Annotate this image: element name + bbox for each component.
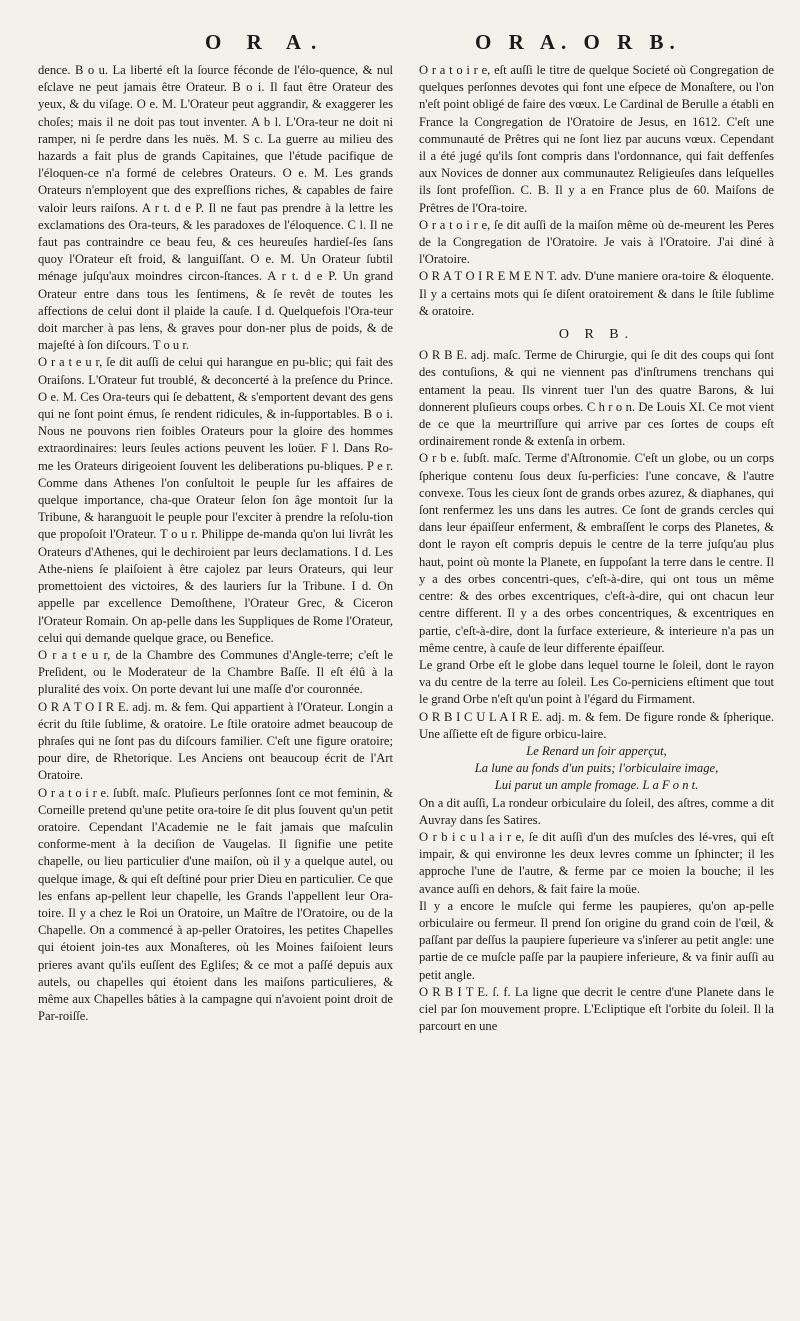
entry: O R A T O I R E. adj. m. & fem. Qui appartient à l'Orateur. Longin a écrit du ſtile ſublime, & oratoire. Le ſtile oratoire admet beaucoup de phraſes qui ne ſont pas du diſcours familier. C'eſt une figure oratoire; pour dire, de Rhetorique. Les Anciens ont beaucoup écrit de l'Art Oratoire. (38, 699, 393, 783)
entry: O r a t e u r, ſe dit auſſi de celui qui harangue en pu-blic; qui fait des Oraiſons. L'Orateur fut troublé, & deconcerté à la preſence du Prince. O e. M. Ces Ora-teurs qui ſe debattent, & s'emportent devant des gens qui ne ſont point émus, ſe rendent ridicules, & in-ſupportables. B o i. Nous ne pouvons rien foibles Orateurs pour la gloire des hommes extraordinaires: leurs ſeules actions peuvent les loüer. F l. Dans Ro-me les Orateurs dirigeoient ſouvent les deliberations pu-bliques. P e r. Comme dans Athenes l'on conſultoit le peuple ſur les affaires de quelque importance, cha-que Orateur ſelon ſon âge montoit ſur la Tribune, & haranguoit le peuple pour l'exciter à prendre la reſolu-tion que propoſoit l'Orateur. T o u r. Philippe de-manda qu'on lui livrât les Orateurs d'Athenes, qui le dechiroient par leurs declamations. I d. Les Athe-niens ſe plaiſoient à être cajolez par leurs Orateurs, qui leur promettoient des victoires, & des lauriers ſur la Tribune. I d. On appelle par excellence Demoſthene, l'Orateur Grec, & Ciceron l'Orateur Romain. On ap-pelle dans les Suppliques de Rome l'Orateur, celui qui demande quelque grace, ou Benefice. (38, 355, 393, 645)
verse-line: Lui parut un ample fromage. L a F o n t. (494, 778, 699, 793)
section-heading: O R B. (558, 327, 635, 343)
entry: O R A T O I R E M E N T. adv. D'une maniere ora-toire & éloquente. Il y a certains mots qui ſe diſent oratoirement & dans le ſtile ſublime & oratoire. (419, 269, 774, 318)
entry: O R B I C U L A I R E. adj. m. & fem. De figure ronde & ſpherique. Une aſſiette eſt de figure orbicu-laire. (419, 709, 774, 741)
entry: O R B E. adj. maſc. Terme de Chirurgie, qui ſe dit des coups qui ſont des contuſions, & qui ne viennent pas d'inſtrumens trenchans qui entament la peau. Ils vinrent tuer l'un des quatre Barons, & lui donnerent pluſieurs coups orbes. C h r o n. De Louis XI. Ce mot vient de ce que la meurtriſſure qui arrive par ces ſortes de coups eſt ordinairement ronde & extenſa in orbem. (419, 348, 774, 449)
entry: O r b i c u l a i r e, ſe dit auſſi d'un des muſcles des lé-vres, qui eſt impair, & qui environne les deux levres comme un ſphincter; il les approche l'une de l'autre, & ferme par ce moien la bouche; il les avance auſſi en dehors, & fait faire la moüe. (419, 829, 774, 896)
entry: O r a t o i r e, ſe dit auſſi de la maiſon même où de-meurent les Peres de la Congregation de l'Oratoire. Je vais à l'Oratoire. J'ai diné à l'Oratoire. (419, 217, 774, 267)
header-right: O R A. O R B. (475, 30, 681, 54)
entry: O r a t o i r e, eſt auſſi le titre de quelque Societé où Congregation de quelques perſonnes devotes qui font une eſpece de Monaſtere, ou l'on n'eſt point obligé de faire des vœux. Le Cardinal de Berulle a établi en France la Congregation de l'Oratoire de Jesus, en 1612. C'eſt une communauté de Prêtres qui ne ſont liez par aucuns vœux. Cependant il a été jugé qu'ils ſont compris dans l'ordonnance, qui fait deffenſes aux Novices de donner aux communautez Religieuſes dans leſquelles ils ſont profeſſion. C. B. Il y a en France plus de 60. Maiſons de Prêtres de l'Ora-toire. (419, 63, 774, 215)
entry: O r a t o i r e. ſubſt. maſc. Pluſieurs perſonnes ſont ce mot feminin, & Corneille pretend qu'une petite ora-toire ſe dit plus ſouvent qu'un petit oratoire. Cependant l'Academie ne le fait jamais que maſculin conforme-ment à la deciſion de Vaugelas. Il ſignifie une petite chapelle, ou lieu particulier d'une maiſon, où il y a quelque autel, ou quelque image, & qui eſt deſtiné pour prier Dieu en particulier. Ce que les enfans ap-pellent leur chapelle, les Grands l'appellent leur Ora-toire. Il y a chez le Roi un Oratoire, un Maître de l'Oratoire, ou de la Chapelle. On a commencé à ap-peller Oratoires, les petites Chapelles qui étoient join-tes aux Monaſteres, où les Moines faiſoient leurs prieres avant qu'ils euſſent des Egliſes; & ce mot a paſſé depuis aux autels, ou chapelles qui étoient dans les maiſons particulieres, & même aux Chapelles bâties à la campagne qui n'avoient point droit de Par-roiſſe. (38, 785, 393, 1024)
left-column (38, 62, 393, 1312)
entry: O r a t e u r, de la Chambre des Communes d'Angle-terre; c'eſt le Preſident, ou le Moderateur de la Chambre Baſſe. Il eſt élû à la pluralité des voix. On porte devant lui une maſſe d'or couronnée. (38, 647, 393, 697)
entry: Il y a encore le muſcle qui ferme les paupieres, qu'on ap-pelle orbiculaire ou fermeur. Il prend ſon origine du grand coin de l'œil, & paſſant par deſſus la paupiere ſuperieure va s'inſerer au petit angle: une partie de ce muſcle paſſe par la paupiere inferieure, & va finir auſſi au petit angle. (419, 898, 774, 982)
verse-line: La lune au fonds d'un puits; l'orbiculaire image, (474, 761, 719, 776)
running-header (0, 30, 800, 60)
verse-line: Le Renard un ſoir apperçut, (526, 743, 667, 758)
entry: dence. B o u. La liberté eſt la ſource féconde de l'élo-quence, & nul eſclave ne peut jamais être Orateur. B o i. Il faut être Orateur des yeux, & du viſage. O e. M. L'Orateur peut aggrandir, & exaggerer les choſes; mais il ne doit pas tout inventer. A b l. L'Ora-teur ne doit ni ramper, ni ſe perdre dans les nuës. M. S c. La guerre au milieu des hazards a fait plus de grands Capitaines, que l'étude pacifique de l'éloquen-ce n'a formé de celebres Orateurs. O e. M. Les grands Orateurs n'employent que des expreſſions riches, & capables de faire valoir leurs raiſons. A r t. d e P. Il ne faut pas prendre à la lettre les exclamations des Ora-teurs, & les paradoxes de l'éloquence. C l. Il ne faut pas contraindre ce beau feu, & ces heureuſes hardieſ-ſes ſans quoy l'Orateur eſt froid, & languiſſant. O e. M. Un Orateur ſubtil ménage juſqu'aux moindres circon-ſtances. A r t. d e P. Un grand Orateur entre dans tous les ſentimens, & ſe revêt de toutes les affections de celui dont il plaide la cauſe. I d. Quelquefois l'Ora-teur doit marcher à pas lens, & graves pour don-ner plus de poids, & de majeſté à ſon diſcours. T o u r. (38, 63, 393, 353)
entry: O r b e. ſubſt. maſc. Terme d'Aſtronomie. C'eſt un globe, ou un corps ſpherique contenu ſous deux ſu-perficies: l'une concave, & l'autre convexe. Tous les cieux ſont de grands orbes azurez, & diaphanes, qui ſont renfermez les uns dans les autres. Ce ſont de grands cercles qui dans leur épaiſſeur enferment, & embraſſent le corps des Planetes, & dont le rayon eſt compris depuis le centre de la terre juſqu'au plus haut, point où monte la Planete, en ſuppoſant la terre dans le centre. Il y a des orbes concentri-ques, c'eſt-à-dire, qui ont tous un même centre: & des orbes excentriques, c'eſt-à-dire, qui ont chacun leur centre different. Il y a des orbes concentriques, & excentriques en partie, c'eſt-à-dire, dont la ſurface exterieure, & interieure n'a pas un même centre, à cauſe de leur differente épaiſſeur. (419, 451, 774, 655)
entry: O R B I T E. ſ. f. La ligne que decrit le centre d'une Planete dans le ciel par ſon mouvement propre. L'Ecliptique eſt l'orbite du ſoleil. Il la parcourt en une (419, 984, 774, 1034)
text-columns (38, 62, 774, 1312)
entry: On a dit auſſi, La rondeur orbiculaire du ſoleil, des aſtres, comme a dit Auvray dans ſes Satires. (419, 795, 774, 827)
entry: Le grand Orbe eſt le globe dans lequel tourne le ſoleil, dont le rayon va du centre de la terre au ſoleil. Les Co-perniciens eſtiment que tout le grand Orbe n'eſt qu'un point à l'égard du Firmament. (419, 657, 774, 707)
right-column (419, 62, 774, 1312)
header-left: O R A. (205, 30, 327, 54)
